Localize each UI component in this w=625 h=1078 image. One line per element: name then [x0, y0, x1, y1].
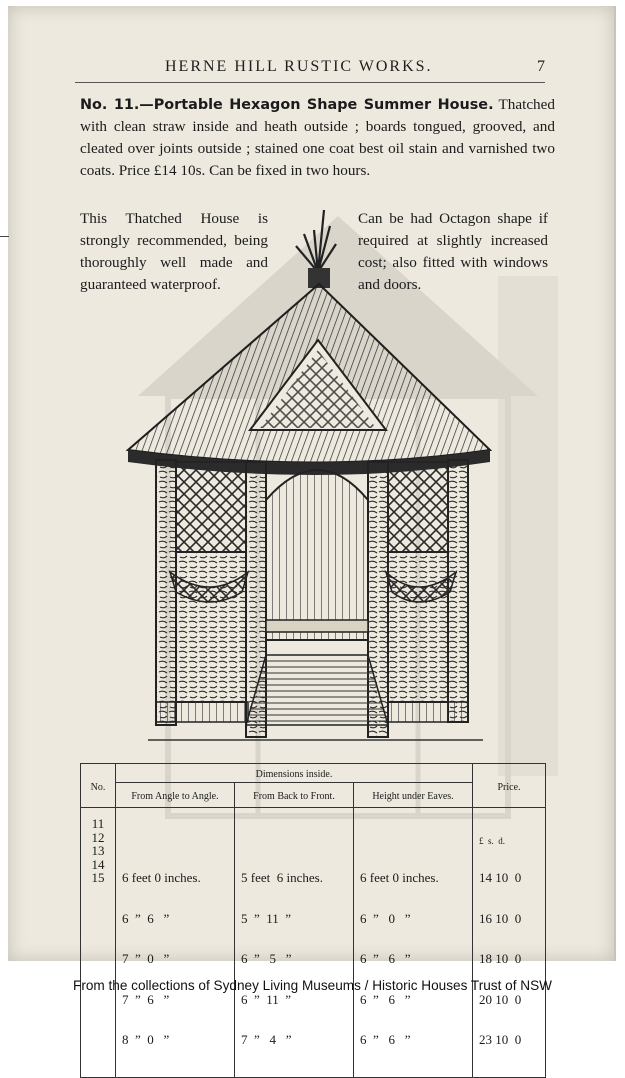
row-number: 15 — [91, 870, 105, 885]
back-value: 5 ” 11 ” — [241, 910, 292, 926]
running-head-title: HERNE HILL RUSTIC WORKS. — [165, 58, 433, 75]
angle-value: 6 ” 6 ” — [122, 910, 170, 926]
price-value: 18 10 0 — [479, 951, 522, 966]
height-value: 6 ” 6 ” — [360, 991, 411, 1007]
price-cell — [473, 808, 546, 1078]
price-value: 14 10 0 — [479, 870, 522, 885]
currency-units: £ s. d. — [479, 836, 506, 846]
dimensions-price-table — [80, 763, 546, 1078]
height-value: 6 ” 0 ” — [360, 910, 411, 926]
left-note: This Thatched House is strongly recommended, being thoroughly well made and guaranteed waterproof. — [80, 210, 268, 293]
item-description — [80, 94, 555, 182]
item-heading: No. 11.—Portable Hexagon Shape Summer House. — [80, 97, 494, 113]
running-head — [75, 56, 545, 83]
height-cell — [354, 808, 473, 1078]
angle-value: 7 ” 6 ” — [122, 991, 170, 1007]
angle-cell — [116, 808, 235, 1078]
col-back-header: From Back to Front. — [235, 783, 354, 808]
back-value: 7 ” 4 ” — [241, 1032, 292, 1047]
price-value: 16 10 0 — [479, 910, 522, 926]
item-body: Thatched with clean straw inside and heath outside ; boards tongued, grooved, and cleated over joints outside ; stained one coat best oil stain and varnished two coats. Price £14 10s. Can be fixed in two hours. — [80, 96, 555, 179]
summer-house-illustration — [118, 200, 508, 745]
price-header: Price. — [473, 764, 546, 808]
height-value: 6 feet 0 inches. — [360, 870, 439, 885]
back-value: 6 ” 11 ” — [241, 991, 292, 1007]
row-number: 13 — [91, 843, 105, 858]
collection-caption: From the collections of Sydney Living Museums / Historic Houses Trust of NSW — [73, 978, 552, 993]
page-number: 7 — [537, 58, 545, 75]
angle-value: 8 ” 0 ” — [122, 1032, 170, 1047]
price-value: 20 10 0 — [479, 991, 522, 1007]
back-value: 6 ” 5 ” — [241, 951, 292, 966]
col-angle-header: From Angle to Angle. — [116, 783, 235, 808]
angle-value: 7 ” 0 ” — [122, 951, 170, 966]
price-value: 23 10 0 — [479, 1032, 522, 1047]
dimensions-header: Dimensions inside. — [116, 764, 473, 783]
back-cell — [235, 808, 354, 1078]
margin-mark — [0, 236, 9, 237]
height-value: 6 ” 6 ” — [360, 1032, 411, 1047]
row-number: 11 — [91, 816, 105, 831]
back-value: 5 feet 6 inches. — [241, 870, 323, 885]
right-note: Can be had Octagon shape if required at slightly increased cost; also fitted with windows and doors. — [358, 210, 548, 293]
numbers-cell — [81, 808, 116, 1078]
row-number: 12 — [91, 829, 105, 845]
row-number: 14 — [91, 856, 105, 872]
col-height-header: Height under Eaves. — [354, 783, 473, 808]
height-value: 6 ” 6 ” — [360, 951, 411, 966]
no-header: No. — [81, 764, 116, 808]
angle-value: 6 feet 0 inches. — [122, 870, 201, 885]
